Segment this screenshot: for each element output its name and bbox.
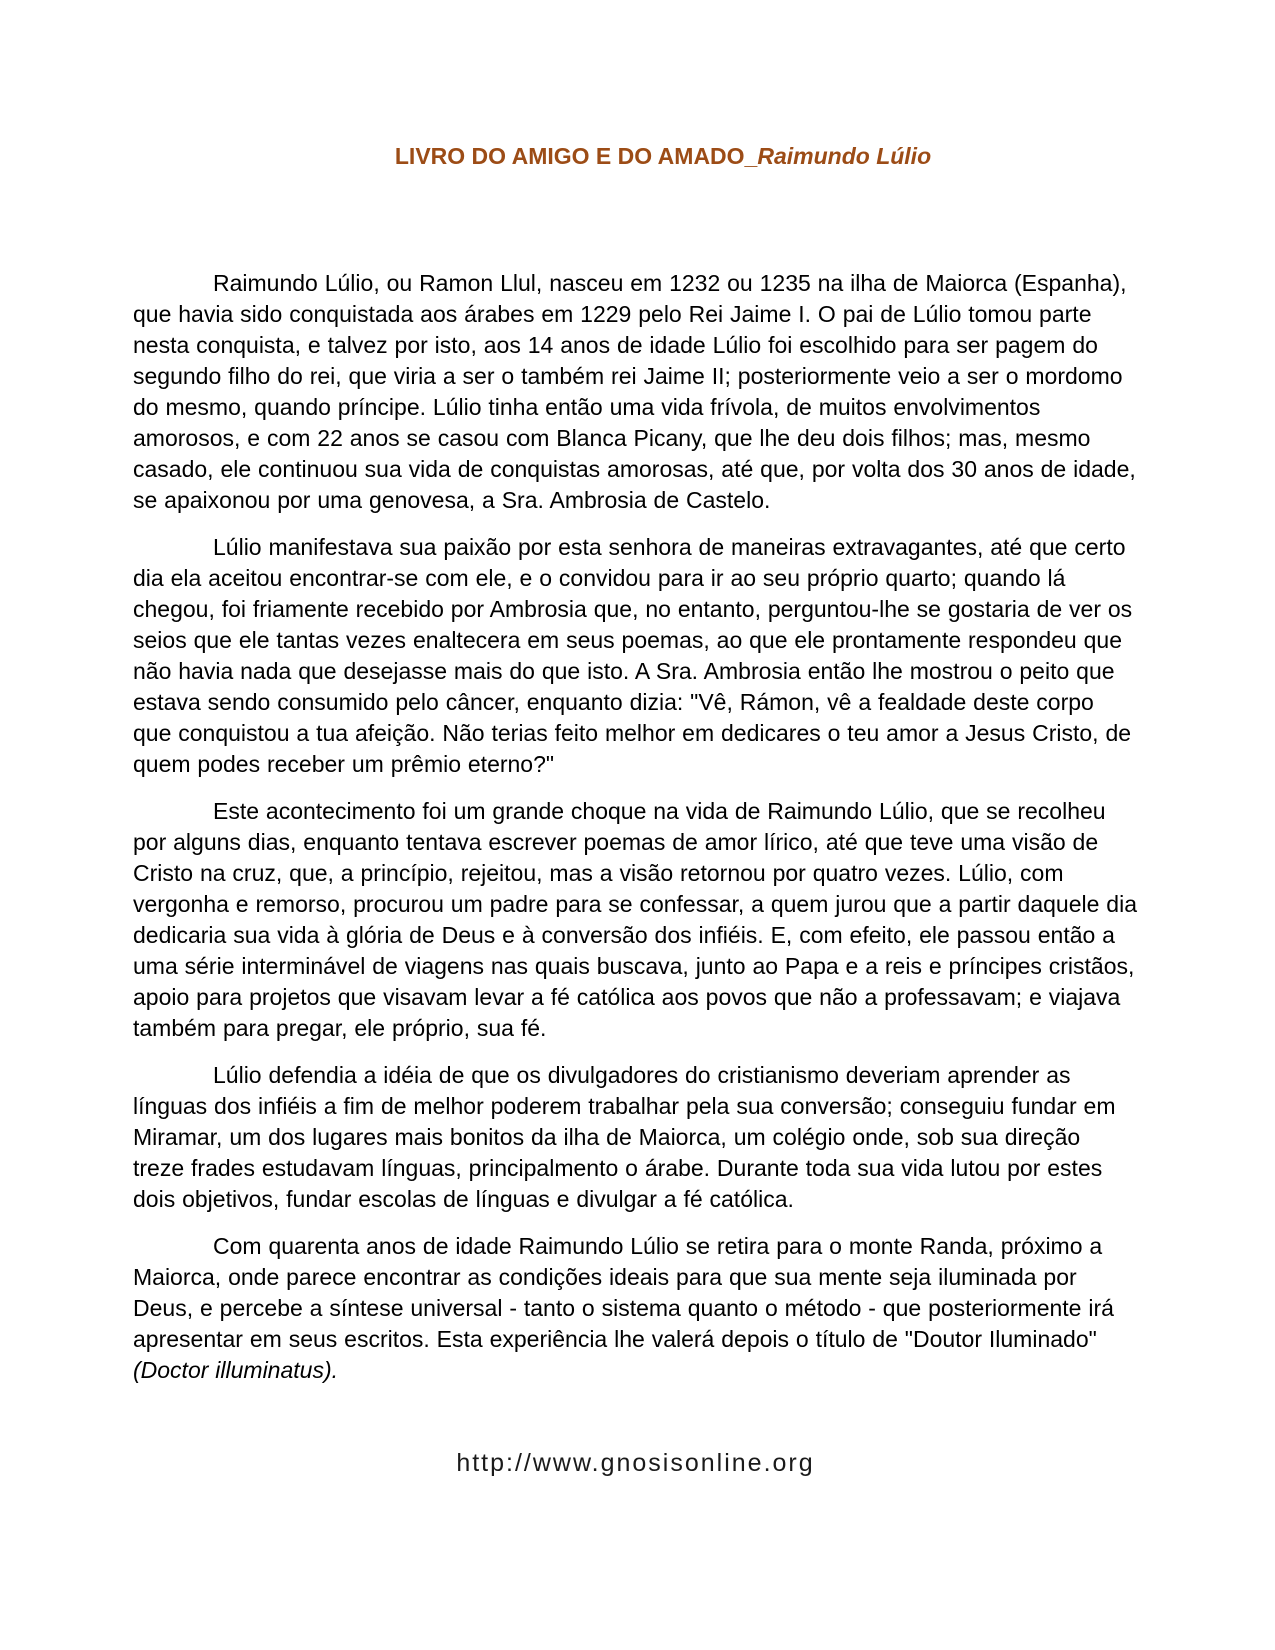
title-main: LIVRO DO AMIGO E DO AMADO_ xyxy=(394,143,758,169)
document-body xyxy=(133,268,1275,1386)
paragraph-2-text: Lúlio manifestava sua paixão por esta senhora de maneiras extravagantes, até que certo dia ela aceitou encontrar-se com ele, e o convidou para ir ao seu próprio quarto; quando lá chegou, foi friamente recebido por Ambrosia que, no entanto, perguntou-lhe se gostaria de ver os seios que ele tantas vezes enaltecera em seus poemas, ao que ele prontamente respondeu que não havia nada que desejasse mais do que isto. A Sra. Ambrosia então lhe mostrou o peito que estava sendo consumido pelo câncer, enquanto dizia: "Vê, Rámon, vê a fealdade deste corpo que conquistou a tua afeição. Não terias feito melhor em dedicares o teu amor a Jesus Cristo, de quem podes receber um prêmio eterno?" xyxy=(133,534,1133,777)
paragraph-5 xyxy=(133,1231,1138,1386)
title-author: Raimundo Lúlio xyxy=(757,143,932,169)
paragraph-3 xyxy=(133,796,1138,1044)
paragraph-1-text: Raimundo Lúlio, ou Ramon Llul, nasceu em 1232 ou 1235 na ilha de Maiorca (Espanha), que havia sido conquistada aos árabes em 1229 pelo Rei Jaime I. O pai de Lúlio tomou parte nesta conquista, e talvez por isto, aos 14 anos de idade Lúlio foi escolhido para ser pagem do segundo filho do rei, que viria a ser o também rei Jaime II; posteriormente veio a ser o mordomo do mesmo, quando príncipe. Lúlio tinha então uma vida frívola, de muitos envolvimentos amorosos, e com 22 anos se casou com Blanca Picany, que lhe deu dois filhos; mas, mesmo casado, ele continuou sua vida de conquistas amorosas, até que, por volta dos 30 anos de idade, se apaixonou por uma genovesa, a Sra. Ambrosia de Castelo. xyxy=(133,270,1136,513)
document-title xyxy=(133,140,1138,173)
paragraph-3-text: Este acontecimento foi um grande choque na vida de Raimundo Lúlio, que se recolheu por alguns dias, enquanto tentava escrever poemas de amor lírico, até que teve uma visão de Cristo na cruz, que, a princípio, rejeitou, mas a visão retornou por quatro vezes. Lúlio, com vergonha e remorso, procurou um padre para se confessar, a quem jurou que a partir daquele dia dedicaria sua vida à glória de Deus e à conversão dos infiéis. E, com efeito, ele passou então a uma série interminável de viagens nas quais buscava, junto ao Papa e a reis e príncipes cristãos, apoio para projetos que visavam levar a fé católica aos povos que não a professavam; e viajava também para pregar, ele próprio, sua fé. xyxy=(133,798,1137,1041)
footer-url: http://www.gnosisonline.org xyxy=(456,1449,815,1477)
paragraph-4-text: Lúlio defendia a idéia de que os divulgadores do cristianismo deveriam aprender as línguas dos infiéis a fim de melhor poderem trabalhar pela sua conversão; conseguiu fundar em Miramar, um dos lugares mais bonitos da ilha de Maiorca, um colégio onde, sob sua direção treze frades estudavam línguas, principalmento o árabe. Durante toda sua vida lutou por estes dois objetivos, fundar escolas de línguas e divulgar a fé católica. xyxy=(133,1062,1116,1212)
paragraph-5-latin-title: (Doctor illuminatus). xyxy=(133,1357,338,1383)
paragraph-5-text: Com quarenta anos de idade Raimundo Lúlio se retira para o monte Randa, próximo a Maiorca, onde parece encontrar as condições ideais para que sua mente seja iluminada por Deus, e percebe a síntese universal - tanto o sistema quanto o método - que posteriormente irá apresentar em seus escritos. Esta experiência lhe valerá depois o título de "Doutor Iluminado" xyxy=(133,1233,1114,1352)
paragraph-4 xyxy=(133,1060,1138,1215)
paragraph-2 xyxy=(133,532,1138,780)
paragraph-1 xyxy=(133,268,1138,516)
